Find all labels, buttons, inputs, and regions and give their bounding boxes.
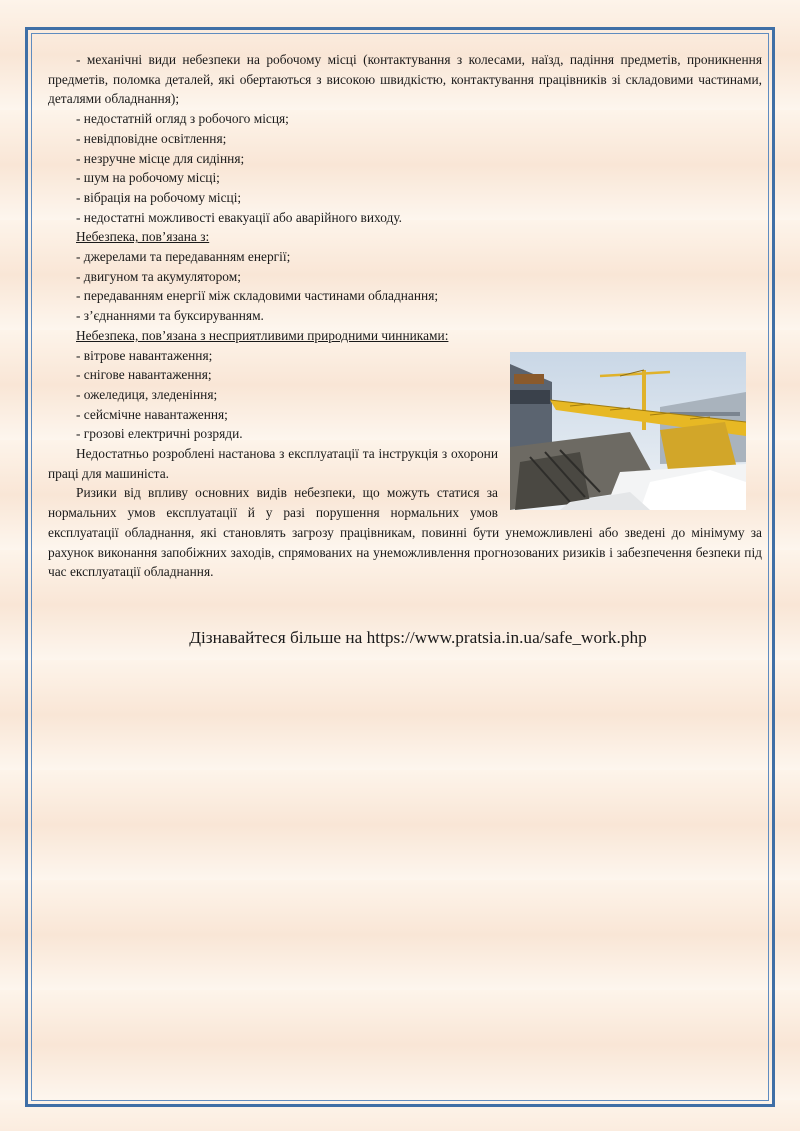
list-item: - незручне місце для сидіння; xyxy=(76,150,245,166)
list-item: - сейсмічне навантаження; xyxy=(76,406,228,422)
list-item: - двигуном та акумулятором; xyxy=(76,268,241,284)
list-item: - вібрація на робочому місці; xyxy=(76,189,242,205)
more-info-link[interactable]: Дізнавайтеся більше на https://www.pratsia.in.ua/safe_work.php xyxy=(189,628,647,647)
list-item: - джерелами та передаванням енергії; xyxy=(76,249,291,265)
list-item: - недостатні можливості евакуації або аварійного виходу. xyxy=(76,209,403,225)
list-item: - невідповідне освітлення; xyxy=(76,130,227,146)
list-item: - ожеледиця, зледеніння; xyxy=(76,386,218,402)
nature-hazard-heading: Небезпека, пов’язана з несприятливими природними чинниками: xyxy=(76,327,449,343)
risks-paragraph: Ризики від впливу основних видів небезпеки, що можуть статися за нормальних умов експлуатації й у разі порушення нормальних умов експлуатації обладнання, які становлять загрозу працівникам, повинні бути унеможливлені або зведені до мінімуму за рахунок виконання запобіжних заходів, спрямованих на унеможливлення прогнозованих ризиків і забезпечення безпеки під час експлуатації обладнання. xyxy=(48,485,762,580)
list-item: - недостатній огляд з робочого місця; xyxy=(76,111,289,127)
list-item: - передаванням енергії між складовими частинами обладнання; xyxy=(76,288,439,304)
list-item: - грозові електричні розряди. xyxy=(76,426,243,442)
intro-paragraph: - механічні види небезпеки на робочому місці (контактування з колесами, наїзд, падіння предметів, проникнення предметів, поломка деталей, які обертаються з високою швидкістю, контактування працівників зі складовими частинами, деталями обладнання); xyxy=(48,52,762,107)
instructions-paragraph: Недостатньо розроблені настанова з експлуатації та інструкція з охорони праці для машиніста. xyxy=(48,446,498,481)
list-item: - снігове навантаження; xyxy=(76,367,212,383)
workplace-hazard-list xyxy=(48,109,762,227)
document-body xyxy=(48,50,762,582)
energy-hazard-list xyxy=(48,247,762,326)
collapsed-crane-photo xyxy=(510,352,746,510)
list-item: - шум на робочому місці; xyxy=(76,170,220,186)
list-item: - з’єднаннями та буксируванням. xyxy=(76,308,264,324)
list-item: - вітрове навантаження; xyxy=(76,347,213,363)
energy-hazard-heading: Небезпека, пов’язана з: xyxy=(76,229,210,245)
